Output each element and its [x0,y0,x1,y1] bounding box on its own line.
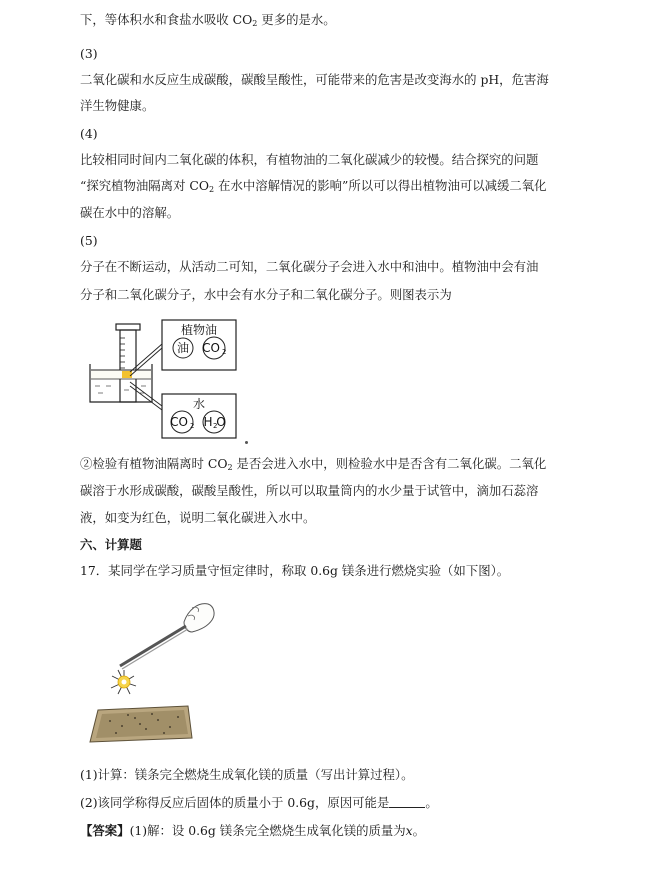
text-line: 下，等体积水和食盐水吸收 $CO_2$ 更多的是水。 [80,12,336,28]
magnesium-burning-illustration [80,596,230,748]
sand-surface [96,710,188,738]
co2-subscript: 2 [222,348,227,356]
text-line: 分子在不断运动，从活动二可知，二氧化碳分子会进入水中和油中。植物油中会有油 [80,259,539,274]
subheading-5: (5) [80,233,98,248]
sub-question-2: (2)该同学称得反应后固体的质量小于 0.6g，原因可能是 。 [80,795,438,810]
oil-molecule-label: 油 [176,341,190,355]
cylinder-body [120,330,136,402]
text-line: “探究植物油隔离对 $CO_2$ 在水中溶解情况的影响”所以可以得出植物油可以减缓二氧化 [80,178,547,194]
cylinder-scale [120,338,125,368]
tongs-arm [122,629,188,669]
molecule-diagram [86,318,246,442]
text-line: 洋生物健康。 [80,98,155,113]
text-line: 比较相同时间内二氧化碳的体积，有植物油的二氧化碳减少的较慢。结合探究的问题 [80,152,539,167]
text-line: 二氧化碳和水反应生成碳酸，碳酸呈酸性，可能带来的危害是改变海水的 pH，危害海 [80,72,549,87]
co2-subscript: 2 [190,422,195,430]
answer-line: 【答案】(1)解：设 0.6g 镁条完全燃烧生成氧化镁的质量为x。 [80,823,426,838]
stray-dot [245,441,248,444]
text-line: 液，如变为红色，说明二氧化碳进入水中。 [80,510,316,525]
oil-layer [91,370,151,379]
subheading-4: (4) [80,126,98,141]
text-line: ②检验有植物油隔离时 $CO_2$ 是否会进入水中，则检验水中是否含有二氧化碳。二氧化 [80,456,547,472]
cylinder-rim [116,324,140,330]
sub-question-1: (1)计算：镁条完全燃烧生成氧化镁的质量（写出计算过程）。 [80,767,414,782]
co2-molecule-label: CO [170,415,188,429]
text-line: 碳溶于水形成碳酸，碳酸呈酸性，所以可以取量筒内的水少量于试管中，滴加石蕊溶 [80,483,539,498]
h2o-molecule-label-h: H [203,415,213,429]
pointer-line [130,386,162,410]
answer-blank[interactable] [389,796,425,808]
flame-core [122,680,127,685]
tongs [120,626,186,666]
pointer-line [130,344,162,372]
water-box-title: 水 [192,397,206,411]
text-line: 碳在水中的溶解。 [80,205,180,220]
h2o-subscript: 2 [213,422,218,430]
question-17: 17．某同学在学习质量守恒定律时，称取 0.6g 镁条进行燃烧实验（如下图）。 [80,563,510,578]
oil-box-title: 植物油 [180,323,218,337]
co2-molecule-label: CO [202,341,220,355]
h2o-molecule-label-o: O [216,415,226,429]
subheading-3: (3) [80,46,98,61]
hand [184,604,214,632]
text-line: 分子和二氧化碳分子，水中会有水分子和二氧化碳分子。则图表示为 [80,287,452,302]
section-title: 六、计算题 [80,537,142,552]
